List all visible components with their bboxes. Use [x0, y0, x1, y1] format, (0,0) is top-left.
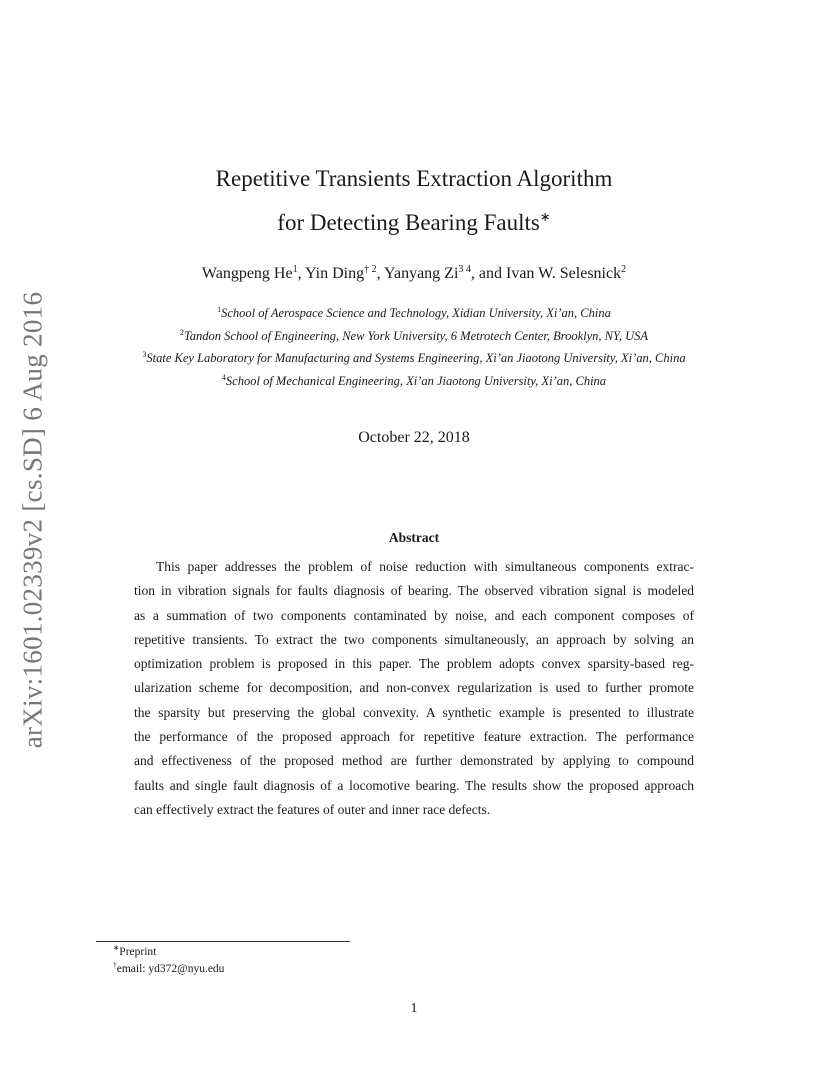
- abstract-line: ularization scheme for decomposition, and non-convex regularization is used to further promote: [134, 680, 694, 696]
- affiliation-mark: 1: [217, 305, 222, 314]
- author-name: Wangpeng He: [201, 265, 293, 282]
- affiliation-text: School of Mechanical Engineering, Xi’an Jiaotong University, Xi’an, China: [225, 374, 607, 388]
- author-name: Ivan W. Selesnick: [506, 265, 622, 282]
- affiliation-mark: 3: [142, 350, 147, 359]
- author-separator: ,: [376, 265, 385, 282]
- title-line-2-text: for Detecting Bearing Faults: [277, 210, 540, 235]
- abstract-body: [134, 555, 694, 822]
- footnote-mark: †: [113, 960, 117, 969]
- page-number: 1: [410, 1001, 418, 1016]
- affiliation-4: [0, 374, 828, 389]
- affiliation-mark: 4: [221, 373, 226, 382]
- paper-title-line-1: Repetitive Transients Extraction Algorithm: [215, 166, 613, 191]
- footnote-divider: [96, 941, 350, 942]
- footnote-preprint: [113, 943, 157, 958]
- author-list: [0, 265, 828, 283]
- title-footnote-mark: ∗: [539, 209, 551, 224]
- footnote-text: Preprint: [119, 946, 157, 958]
- abstract-line: repetitive transients. To extract the two components simultaneously, an approach by solving an: [134, 631, 694, 647]
- footnote-text: email: yd372@nyu.edu: [116, 963, 225, 975]
- affiliation-2: [0, 329, 828, 344]
- abstract-line: tion in vibration signals for faults diagnosis of bearing. The observed vibration signal is modeled: [134, 583, 694, 599]
- affiliation-text: State Key Laboratory for Manufacturing and Systems Engineering, Xi’an Jiaotong University, Xi’an, China: [146, 351, 686, 365]
- author-affiliation-mark: 3 4: [458, 264, 471, 275]
- abstract-heading: Abstract: [388, 530, 440, 545]
- affiliation-mark: 2: [180, 328, 184, 337]
- footnote-mark: ∗: [113, 943, 120, 952]
- author-affiliation-mark: † 2: [364, 264, 377, 275]
- author-name: Yin Ding: [304, 265, 365, 282]
- affiliation-1: [0, 306, 828, 321]
- paper-date: October 22, 2018: [358, 429, 470, 446]
- author-name: Yanyang Zi: [384, 265, 459, 282]
- paper-title-line-2: [0, 210, 828, 236]
- affiliation-text: School of Aerospace Science and Technology, Xidian University, Xi’an, China: [221, 306, 611, 320]
- author-affiliation-mark: 1: [292, 264, 298, 275]
- affiliation-3: [0, 351, 828, 366]
- footnote-email: [113, 960, 225, 975]
- abstract-line: can effectively extract the features of outer and inner race defects.: [134, 801, 491, 817]
- abstract-line: faults and single fault diagnosis of a locomotive bearing. The results show the proposed approach: [134, 777, 694, 793]
- arxiv-identifier-stamp: arXiv:1601.02339v2 [cs.SD] 6 Aug 2016: [17, 291, 48, 749]
- affiliation-text: Tandon School of Engineering, New York University, 6 Metrotech Center, Brooklyn, NY, USA: [184, 329, 648, 343]
- abstract-line: and effectiveness of the proposed method are further demonstrated by applying to compound: [134, 753, 694, 769]
- author-separator: ,: [297, 265, 305, 282]
- abstract-line: the sparsity but preserving the global convexity. A synthetic example is presented to illustrate: [134, 704, 694, 720]
- abstract-line: the performance of the proposed approach for repetitive feature extraction. The performance: [134, 729, 694, 745]
- abstract-line: optimization problem is proposed in this paper. The problem adopts convex sparsity-based reg-: [134, 656, 694, 672]
- abstract-line: as a summation of two components contaminated by noise, and each component composes of: [134, 607, 694, 623]
- author-affiliation-mark: 2: [621, 264, 627, 275]
- abstract-line: This paper addresses the problem of noise reduction with simultaneous components extrac-: [156, 559, 694, 574]
- author-separator: , and: [470, 265, 506, 282]
